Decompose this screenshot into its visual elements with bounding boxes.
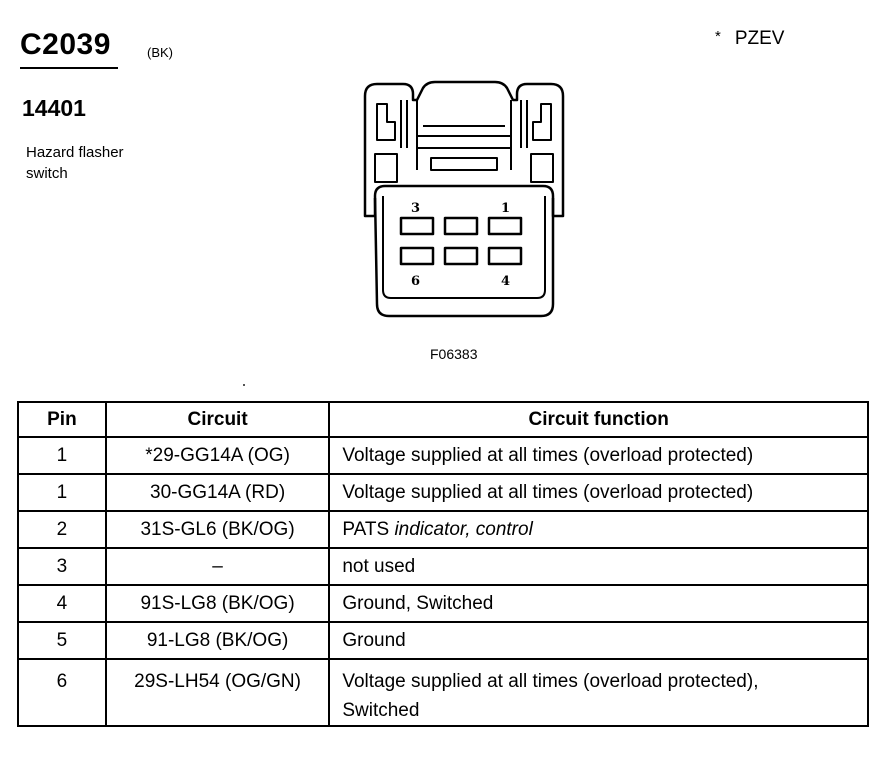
table-row [18, 511, 868, 548]
right-window [531, 154, 553, 182]
pzev-note [715, 28, 784, 50]
function-cell: Voltage supplied at all times (overload protected) [329, 437, 868, 474]
function-cell [329, 659, 868, 726]
circuit-cell: 30-GG14A (RD) [106, 474, 330, 511]
pin-cell: 3 [18, 548, 106, 585]
circuit-cell: – [106, 548, 330, 585]
part-number: 14401 [22, 95, 86, 121]
left-lock-detail [377, 104, 395, 140]
left-window [375, 154, 397, 182]
pin-cell: 1 [18, 474, 106, 511]
connector-face-diagram [355, 78, 575, 328]
center-window [431, 158, 497, 170]
description-line-2: switch [26, 165, 68, 182]
pin-cavity-5 [445, 248, 477, 264]
table-row [18, 585, 868, 622]
function-cell: Ground [329, 622, 868, 659]
circuit-cell: 91S-LG8 (BK/OG) [106, 585, 330, 622]
pin-cell: 2 [18, 511, 106, 548]
pzev-note-symbol: * [715, 28, 721, 45]
pin-cavity-2 [445, 218, 477, 234]
pin-cavity-6 [401, 248, 433, 264]
pin-label-3: 3 [411, 201, 421, 216]
function-cell: Voltage supplied at all times (overload protected) [329, 474, 868, 511]
header-function: Circuit function [329, 402, 868, 437]
table-row [18, 437, 868, 474]
connector-color: (BK) [147, 45, 173, 60]
function-text-italic: indicator, control [394, 518, 533, 540]
figure-id: F06383 [430, 346, 478, 362]
table-row [18, 659, 868, 726]
table-header-row [18, 402, 868, 437]
circuit-cell: 31S-GL6 (BK/OG) [106, 511, 330, 548]
connector-description [26, 142, 166, 184]
pin-label-4: 4 [501, 274, 511, 289]
pin-label-1: 1 [501, 201, 511, 216]
pin-cell: 4 [18, 585, 106, 622]
pzev-note-text: PZEV [734, 28, 785, 49]
table-row [18, 548, 868, 585]
connector-id-underline [20, 67, 118, 69]
pin-cell: 1 [18, 437, 106, 474]
description-line-1: Hazard flasher [26, 144, 124, 161]
center-bridge [417, 126, 511, 148]
table-row [18, 474, 868, 511]
pin-cell: 5 [18, 622, 106, 659]
table-row [18, 622, 868, 659]
pin-cavity-1 [489, 218, 521, 234]
function-text: PATS [342, 518, 395, 540]
function-text-line-2: Switched [342, 700, 420, 721]
function-text-line-1: Voltage supplied at all times (overload protected), [342, 671, 759, 692]
circuit-cell: 29S-LH54 (OG/GN) [106, 659, 330, 726]
pin-cell: 6 [18, 659, 106, 726]
header-circuit: Circuit [106, 402, 330, 437]
pin-cavity-3 [401, 218, 433, 234]
connector-id: C2039 [20, 28, 111, 61]
right-latch [553, 198, 563, 216]
function-cell: Ground, Switched [329, 585, 868, 622]
circuit-cell: *29-GG14A (OG) [106, 437, 330, 474]
stray-mark [243, 384, 245, 386]
pin-cavity-4 [489, 248, 521, 264]
pin-label-6: 6 [411, 274, 421, 289]
function-cell [329, 511, 868, 548]
header-pin: Pin [18, 402, 106, 437]
right-lock-detail [533, 104, 551, 140]
left-latch [365, 198, 375, 216]
function-cell: not used [329, 548, 868, 585]
circuit-cell: 91-LG8 (BK/OG) [106, 622, 330, 659]
pinout-table [17, 401, 869, 727]
